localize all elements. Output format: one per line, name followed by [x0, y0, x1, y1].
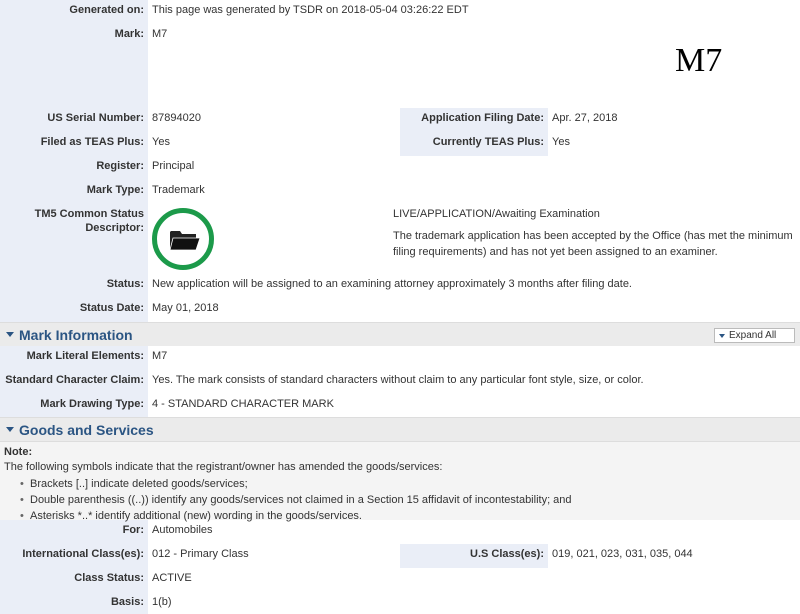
status-date-value: May 01, 2018: [152, 302, 219, 314]
literal-label: Mark Literal Elements:: [0, 346, 148, 370]
intl-class-label: International Class(es):: [0, 544, 148, 568]
folder-icon: [169, 229, 201, 251]
status-row: [0, 274, 800, 298]
note-title: Note:: [4, 446, 33, 458]
goods-note: [0, 441, 800, 520]
mark-information-header[interactable]: [0, 322, 800, 346]
goods-services-title[interactable]: Goods and Services: [19, 421, 154, 438]
basis-row: [0, 592, 800, 614]
status-date-row: [0, 298, 800, 322]
filing-date-value: Apr. 27, 2018: [552, 112, 618, 124]
register-row: [0, 156, 800, 180]
literal-row: [0, 346, 800, 370]
expand-all-button[interactable]: [714, 328, 795, 343]
generated-label: Generated on:: [0, 0, 148, 24]
mark-label: Mark:: [0, 24, 148, 108]
collapse-triangle-icon[interactable]: [6, 427, 14, 432]
note-text: The following symbols indicate that the registrant/owner has amended the goods/services:: [4, 461, 443, 473]
tm5-status-title: LIVE/APPLICATION/Awaiting Examination: [393, 208, 600, 220]
current-teas-label: Currently TEAS Plus:: [400, 132, 548, 156]
serial-value: 87894020: [152, 112, 201, 124]
tm5-label-line2: Descriptor:: [85, 222, 144, 234]
filing-date-label: Application Filing Date:: [400, 108, 548, 132]
register-label: Register:: [0, 156, 148, 180]
intl-class-value: 012 - Primary Class: [152, 548, 249, 560]
mark-type-row: [0, 180, 800, 204]
std-char-label: Standard Character Claim:: [0, 370, 148, 394]
teas-plus-value: Yes: [152, 136, 170, 148]
status-circle-icon: [152, 208, 214, 270]
tm5-label-line1: TM5 Common Status: [34, 208, 144, 220]
goods-services-header[interactable]: [0, 417, 800, 441]
std-char-value: Yes. The mark consists of standard characters without claim to any particular font style, size, or color.: [152, 374, 644, 386]
mark-value: M7: [152, 28, 168, 40]
tm5-row: [0, 204, 800, 274]
class-status-label: Class Status:: [0, 568, 148, 592]
mark-type-value: Trademark: [152, 184, 205, 196]
status-label: Status:: [0, 274, 148, 298]
list-item: • Asterisks *..* identify additional (new) wording in the goods/services.: [30, 508, 800, 524]
class-row: [0, 544, 800, 568]
basis-value: 1(b): [152, 596, 172, 608]
mark-image: M7: [675, 42, 723, 79]
drawing-value: 4 - STANDARD CHARACTER MARK: [152, 398, 334, 410]
serial-label: US Serial Number:: [0, 108, 148, 132]
status-date-label: Status Date:: [0, 298, 148, 322]
expand-all-label: Expand All: [729, 330, 777, 341]
teas-row: [0, 132, 800, 156]
drawing-row: [0, 394, 800, 417]
generated-row: [0, 0, 800, 24]
tm5-status-text: The trademark application has been accepted by the Office (has met the minimum filing requirements) and has not yet been assigned to an examiner.: [393, 230, 793, 258]
basis-label: Basis:: [0, 592, 148, 614]
us-class-label: U.S Class(es):: [400, 544, 548, 568]
us-class-value: 019, 021, 023, 031, 035, 044: [552, 548, 693, 560]
list-item: • Brackets [..] indicate deleted goods/services;: [30, 476, 800, 492]
for-label: For:: [0, 520, 148, 544]
literal-value: M7: [152, 350, 168, 362]
serial-row: [0, 108, 800, 132]
current-teas-value: Yes: [552, 136, 570, 148]
expand-triangle-icon: [719, 334, 725, 338]
status-value: New application will be assigned to an examining attorney approximately 3 months after filing date.: [152, 278, 632, 290]
class-status-row: [0, 568, 800, 592]
std-char-row: [0, 370, 800, 394]
generated-value: This page was generated by TSDR on 2018-05-04 03:26:22 EDT: [152, 4, 469, 16]
drawing-label: Mark Drawing Type:: [0, 394, 148, 417]
for-value: Automobiles: [152, 524, 213, 536]
list-item: • Double parenthesis ((..)) identify any goods/services not claimed in a Section 15 affidavit of incontestability; and: [30, 492, 800, 508]
register-value: Principal: [152, 160, 195, 172]
mark-information-title[interactable]: Mark Information: [19, 326, 133, 343]
mark-type-label: Mark Type:: [0, 180, 148, 204]
teas-plus-label: Filed as TEAS Plus:: [0, 132, 148, 156]
class-status-value: ACTIVE: [152, 572, 192, 584]
mark-row: [0, 24, 800, 108]
note-bullets: [4, 476, 800, 524]
collapse-triangle-icon[interactable]: [6, 332, 14, 337]
